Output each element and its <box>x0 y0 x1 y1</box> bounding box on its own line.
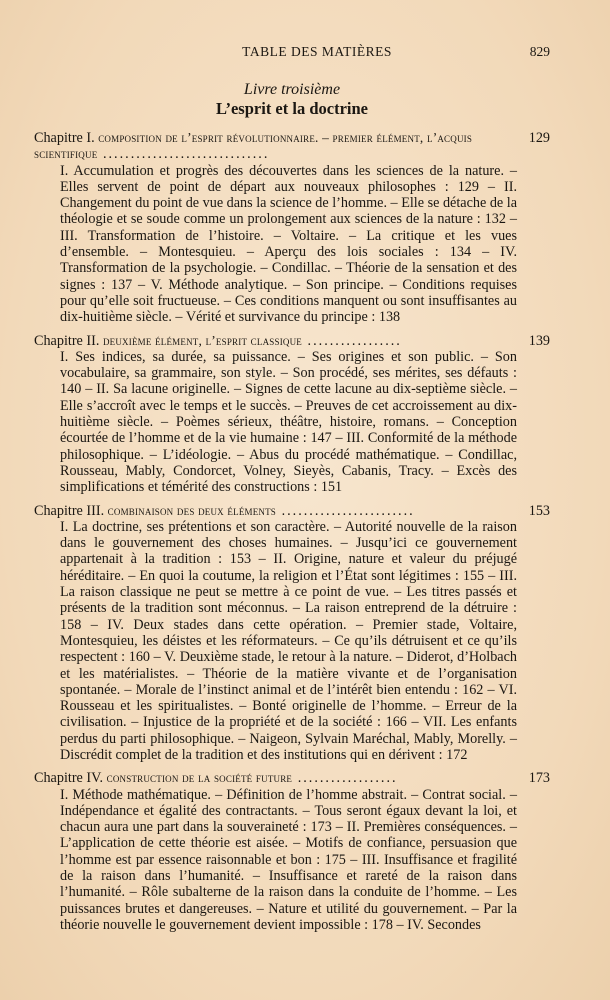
chapter-page: 173 <box>528 770 550 787</box>
running-header <box>34 44 550 62</box>
dot-leader: ........................ <box>276 502 415 519</box>
part-title: L’esprit et la doctrine <box>216 99 368 118</box>
chapter-summary: I. Ses indices, sa durée, sa puissance. – Ses origines et son public. – Son vocabulaire, sa grammaire, son style. – Son procédé, ses mérites, ses défauts : 140 – II. Sa lacune originelle. – Signes de cette lacune au dix-septième siècle. – Elle s’accroît avec le temps et le succès. – Preuves de cet accroissement au dix-huitième siècle. – Poèmes sérieux, théâtre, histoire, romans. – Conception écourtée de l’homme et de la vie humaine : 147 – III. Conformité de la méthode philosophique. – L’idéologie. – Abus du procédé mathématique. – Condillac, Rousseau, Mably, Condorcet, Volney, Sieyès, Cabanis, Tracy. – Excès des simplifications et témérité des constructions : 151 <box>60 348 517 496</box>
chapter-list <box>34 130 550 940</box>
chapter-page: 139 <box>528 332 550 349</box>
chapter-title: deuxième élément, l’esprit classique <box>102 332 302 348</box>
chapter-number: Chapitre IV. <box>34 770 104 787</box>
part-header <box>34 80 550 119</box>
chapter-page: 153 <box>528 502 550 519</box>
chapter-title: composition de l’esprit révolutionnaire. – premier élément, l’acquis scientifique <box>34 130 473 162</box>
chapter-heading <box>34 503 550 519</box>
chapter-entry <box>34 770 550 933</box>
dot-leader: .................. <box>292 770 398 787</box>
chapter-entry <box>34 333 550 496</box>
page-number: 829 <box>529 44 550 59</box>
chapter-heading <box>34 770 550 786</box>
chapter-title: construction de la société future <box>106 770 293 786</box>
running-title: TABLE DES MATIÈRES <box>242 44 392 59</box>
part-label: Livre troisième <box>243 81 341 98</box>
chapter-number: Chapitre II. <box>34 332 100 349</box>
chapter-summary: I. Méthode mathématique. – Définition de l’homme abstrait. – Contrat social. – Indépendance et égalité des contractants. – Tous seront égaux devant la loi, et chacun aura une part dans la souveraineté : 173 – II. Premières conséquences. – L’application de cette théorie est aisée. – Motifs de confiance, persuasion que l’homme est par essence raisonnable et bon : 175 – III. Insuffisance et fragilité de la raison dans l’humanité. – Insuffisance et rareté de la raison dans l’humanité. – Rôle subalterne de la raison dans la conduite de l’homme. – Les puissances brutes et dangereuses. – Nature et utilité du gouvernement. – Par la théorie nouvelle le gouvernement devient impossible : 178 – IV. Secondes <box>60 786 517 933</box>
chapter-heading <box>34 333 550 349</box>
chapter-summary: I. Accumulation et progrès des découvertes dans les sciences de la nature. – Elles servent de point de départ aux nouveaux philosophes : 129 – II. Changement du point de vue dans la science de l’homme. – Elle se détache de la théologie et se soude comme un prolongement aux sciences de la nature : 132 – III. Transformation de l’histoire. – Voltaire. – La critique et les vues d’ensemble. – Montesquieu. – Aperçu des lois sociales : 134 – IV. Transformation de la psychologie. – Condillac. – Théorie de la sensation et des signes : 137 – V. Méthode analytique. – Son principe. – Conditions requises pour qu’elle soit fructueuse. – Ces conditions manquent ou sont insuffisantes au dix-huitième siècle. – Vérité et survivance du principe : 138 <box>60 162 517 326</box>
chapter-entry <box>34 503 550 764</box>
chapter-summary: I. La doctrine, ses prétentions et son caractère. – Autorité nouvelle de la raison dans le gouvernement des choses humaines. – Jusqu’ici ce gouvernement appartenait à la tradition : 153 – II. Origine, nature et valeur du préjugé héréditaire. – En quoi la coutume, la religion et l’État sont légitimes : 155 – III. La raison classique ne peut se mettre à ce point de vue. – Les titres passés et présents de la tradition sont méconnus. – La raison entreprend de la détruire : 158 – IV. Deux stades dans cette opération. – Premier stade, Voltaire, Montesquieu, les déistes et les réformateurs. – Ce qu’ils détruisent et ce qu’ils respectent : 160 – V. Deuxième stade, le retour à la nature. – Diderot, d’Holbach et les matérialistes. – Théorie de la matière vivante et de l’organisation spontanée. – Morale de l’instinct animal et de l’intérêt bien entendu : 162 – VI. Rousseau et les spiritualistes. – Bonté originelle de l’homme. – Erreur de la civilisation. – Injustice de la propriété et de la société : 166 – VII. Les enfants perdus du parti philosophique. – Naigeon, Sylvain Maréchal, Mably, Morelly. – Discrédit complet de la tradition et des institutions qui en dérivent : 172 <box>60 518 517 763</box>
dot-leader: ................. <box>302 332 402 349</box>
dot-leader: .............................. <box>97 146 270 163</box>
chapter-entry <box>34 130 550 326</box>
chapter-number: Chapitre III. <box>34 502 105 519</box>
chapter-page: 129 <box>528 130 550 146</box>
chapter-number: Chapitre I. <box>34 130 95 146</box>
chapter-heading <box>34 130 550 163</box>
chapter-title: combinaison des deux éléments <box>107 502 277 518</box>
